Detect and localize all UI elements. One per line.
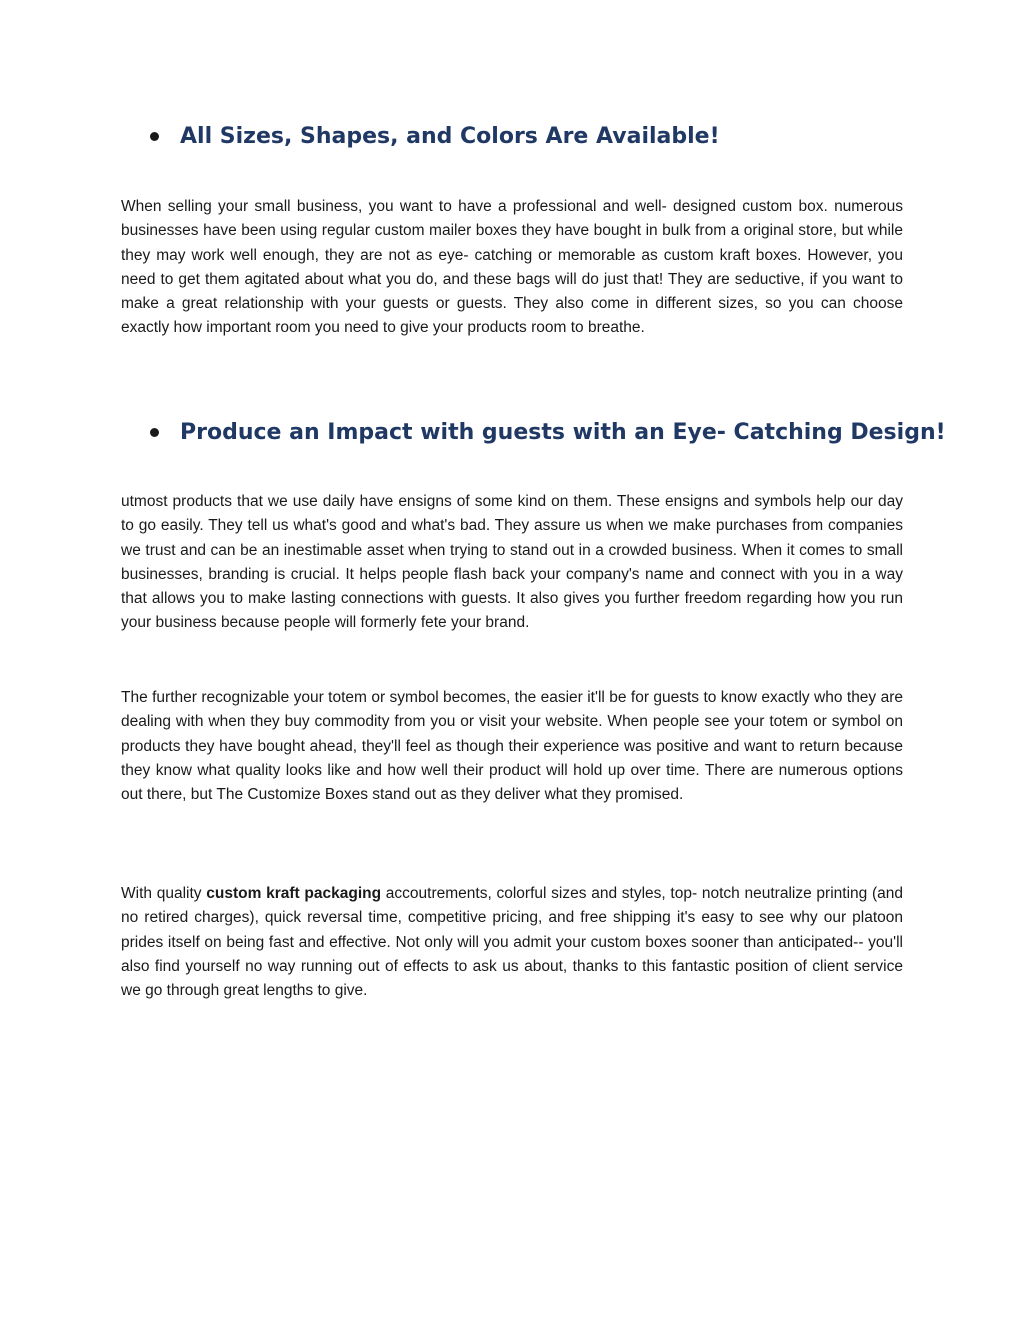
bullet-icon [150,132,159,141]
bullet-icon [150,428,159,437]
packaging-keyword: custom kraft packaging [206,885,382,902]
paragraph-branding: utmost products that we use daily have ensigns of some kind on them. These ensigns and symbols help our day to go easily. They tell us what's good and what's bad. They assure us when we make purchases from companies we trust and can be an inestimable asset when trying to stand out in a crowded business. When it comes to small businesses, branding is crucial. It helps people flash back your company's name and connect with you in a way that allows you to make lasting connections with guests. It also gives you further freedom regarding how you run your business because people will formerly fete your brand. [121,493,903,632]
paragraph-totem: The further recognizable your totem or symbol becomes, the easier it'll be for guests to know exactly who they are dealing with when they buy commodity from you or visit your website. When people see your totem or symbol on products they have bought ahead, they'll feel as though their experience was positive and want to return because they know what quality looks like and how well their product will hold up over time. There are numerous options out there, but The Customize Boxes stand out as they deliver what they promised. [121,689,903,804]
paragraph-packaging-lead: With quality [121,885,207,902]
section-heading-text: Produce an Impact with guests with an Eye- Catching Design! [180,420,946,445]
section-heading-sizes [150,124,720,149]
paragraph-sizes: When selling your small business, you want to have a professional and well- designed custom box. numerous businesses have been using regular custom mailer boxes they have bought in bulk from a original store, but while they may work well enough, they are not as eye- catching or memorable as custom kraft boxes. However, you need to get them agitated about what you do, and these bags will do just that! They are seductive, if you want to make a great relationship with your guests or guests. They also come in different sizes, so you can choose exactly how important room you need to give your products room to breathe. [121,198,903,337]
section-heading-text: All Sizes, Shapes, and Colors Are Available! [180,124,720,149]
paragraph-packaging [121,882,903,1003]
paragraph-packaging-rest: accoutrements, colorful sizes and styles, top- notch neutralize printing (and no retired charges), quick reversal time, competitive pricing, and free shipping it's easy to see why our platoon prides itself on being fast and effective. Not only will you admit your custom boxes sooner than anticipated-- you'll also find yourself no way running out of effects to ask us about, thanks to this fantastic position of client service we go through great lengths to give. [121,885,903,1000]
section-heading-impact [150,420,946,445]
